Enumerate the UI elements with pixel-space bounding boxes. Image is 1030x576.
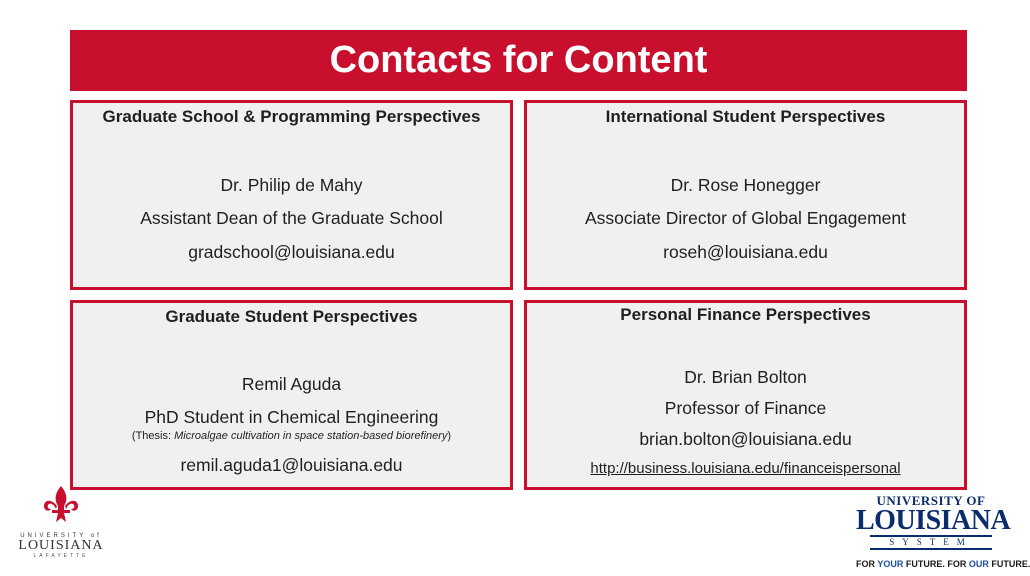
ul-lafayette-logo xyxy=(14,484,108,572)
contact-card-graduate-student xyxy=(70,300,513,490)
logo-left-sub: LAFAYETTE xyxy=(33,553,89,559)
contact-role: Assistant Dean of the Graduate School xyxy=(140,208,443,228)
thesis-title: Microalgae cultivation in space station-based biorefinery xyxy=(174,430,448,442)
ul-system-logo xyxy=(856,493,1030,574)
logo-right-line3: SYSTEM xyxy=(870,535,992,550)
title-bar xyxy=(70,30,967,91)
fleur-de-lis-icon xyxy=(41,484,81,526)
contact-role: PhD Student in Chemical Engineering xyxy=(144,407,439,427)
logo-right-tagline xyxy=(856,559,1030,569)
contact-email[interactable]: remil.aguda1@louisiana.edu xyxy=(180,455,403,475)
contact-email[interactable]: brian.bolton@louisiana.edu xyxy=(639,429,852,449)
logo-left-name: LOUISIANA xyxy=(18,538,104,553)
contact-card-graduate-school xyxy=(70,100,513,290)
contact-email[interactable]: roseh@louisiana.edu xyxy=(663,242,828,262)
page-title: Contacts for Content xyxy=(329,39,708,81)
tagline-b: YOUR xyxy=(877,559,904,569)
tagline-c: FUTURE. FOR xyxy=(903,559,969,569)
logo-right-line1: UNIVERSITY OF xyxy=(876,493,986,508)
thesis-prefix: (Thesis: xyxy=(131,430,175,442)
contact-card-international xyxy=(524,100,967,290)
contact-email[interactable]: gradschool@louisiana.edu xyxy=(188,242,395,262)
thesis-note xyxy=(73,430,510,442)
contact-card-personal-finance xyxy=(524,300,967,490)
card-heading: Graduate School & Programming Perspectives xyxy=(102,107,481,126)
contact-name: Dr. Rose Honegger xyxy=(670,175,821,195)
card-heading: International Student Perspectives xyxy=(605,107,886,126)
tagline-d: OUR xyxy=(968,559,989,569)
finance-link[interactable]: http://business.louisiana.edu/financeispersonal xyxy=(590,460,901,477)
contact-role: Professor of Finance xyxy=(664,398,827,418)
logo-right-line2: LOUISIANA xyxy=(856,505,1011,536)
tagline-a: FOR xyxy=(856,559,878,569)
card-heading: Personal Finance Perspectives xyxy=(620,305,871,324)
thesis-suffix: ) xyxy=(447,430,452,442)
tagline-e: FUTURE. xyxy=(988,559,1030,569)
card-heading: Graduate Student Perspectives xyxy=(165,307,418,326)
logo-left-top: UNIVERSITY of xyxy=(20,533,102,539)
contact-name: Remil Aguda xyxy=(241,374,342,394)
contact-role: Associate Director of Global Engagement xyxy=(585,208,906,228)
contact-name: Dr. Philip de Mahy xyxy=(220,175,363,195)
contact-name: Dr. Brian Bolton xyxy=(684,367,807,387)
